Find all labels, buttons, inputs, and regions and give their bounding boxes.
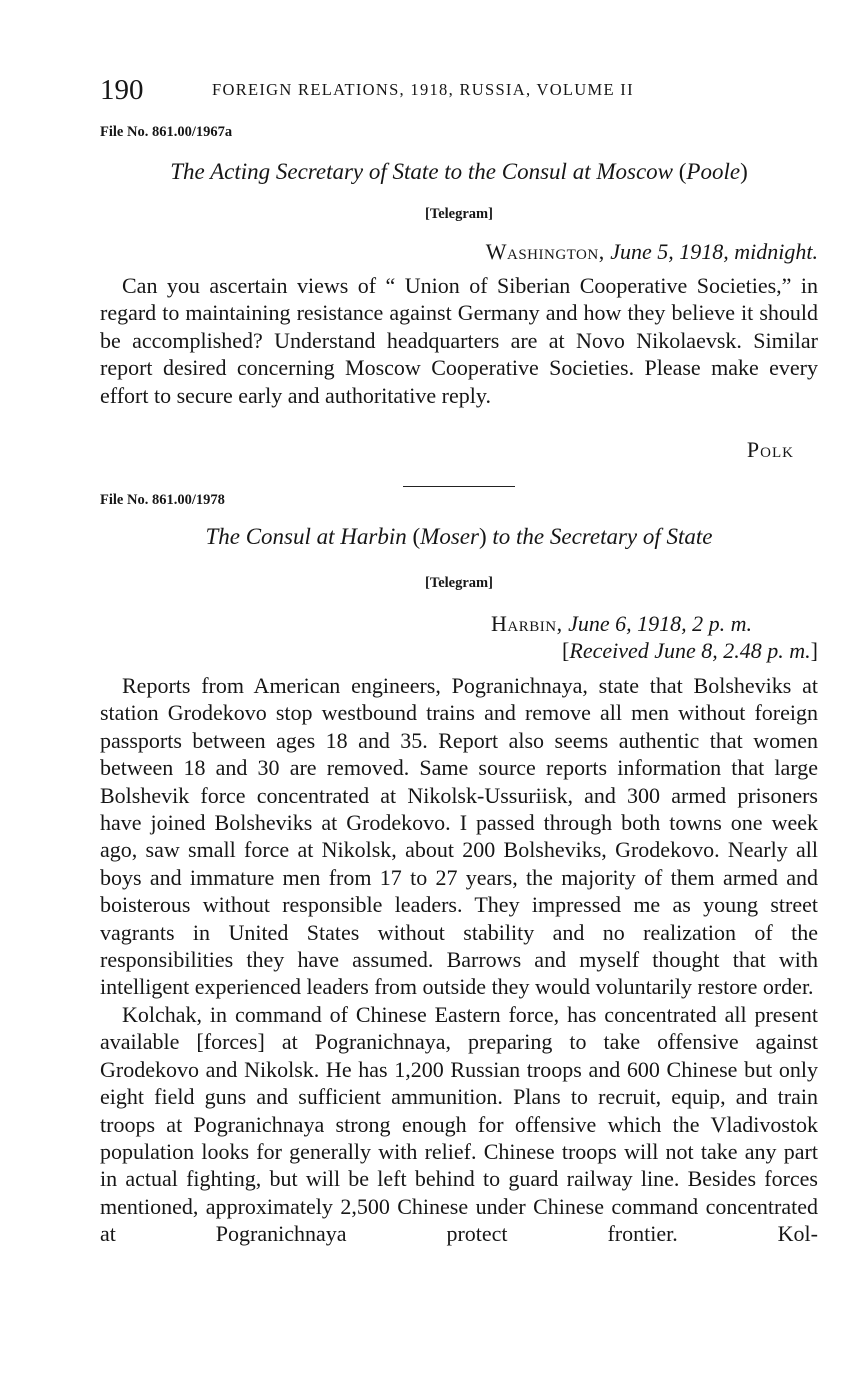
received-date: Received June 8, 2.48 p. m. xyxy=(569,638,811,663)
dateline-date: June 6, 1918, 2 p. m. xyxy=(568,611,752,636)
telegram-label-2: [Telegram] xyxy=(425,575,493,591)
body-paragraph: Can you ascertain views of “ Union of Siberian Cooperative Societies,” in regard to maintaining resistance against Germany and how they believe it should be accomplished? Understand headquarters are at Novo Nikolaevsk. Similar report desired concerning Moscow Cooperative Societies. Please make every effort to secure early and authoritative reply. xyxy=(100,273,818,408)
signature: Polk xyxy=(746,437,794,462)
section-divider xyxy=(403,486,515,487)
telegram-body-2 xyxy=(100,672,818,1248)
dateline-2 xyxy=(491,610,752,638)
heading-title-part-2: to the Secretary of State xyxy=(492,524,713,549)
document-heading-1 xyxy=(100,158,818,186)
body-paragraph: Kolchak, in command of Chinese Eastern force, has concentrated all present available [forces] at Pogranichnaya, preparing to take offensive against Grodekovo and Nikolsk. He has 1,200 Russian troops and 600 Chinese but only eight field guns and sufficient ammunition. Plans to recruit, equip, and train troops at Pogranichnaya strong enough for offensive which the Vladivostok population looks for generally with relief. Chinese troops will not take any part in actual fighting, but will be left behind to guard railway line. Besides forces mentioned, approximately 2,500 Chinese under Chinese command concentrated at Pogranichnaya protect frontier. Kol- xyxy=(100,1001,818,1247)
received-bracket-open: [ xyxy=(562,638,570,663)
running-title: FOREIGN RELATIONS, 1918, RUSSIA, VOLUME II xyxy=(212,80,634,99)
dateline-1 xyxy=(486,238,818,266)
running-header xyxy=(100,72,818,108)
heading-sender-name: Moser xyxy=(420,524,479,549)
telegram-body-1 xyxy=(100,272,818,409)
dateline-place: Washington, xyxy=(485,239,605,264)
heading-paren-open: ( xyxy=(678,159,687,184)
heading-paren-close: ) xyxy=(740,159,748,184)
file-number-2: File No. 861.00/1978 xyxy=(100,492,225,508)
heading-recipient-name: Poole xyxy=(686,159,741,184)
heading-paren-close: ) xyxy=(478,524,487,549)
page-number: 190 xyxy=(100,74,144,106)
dateline-date: June 5, 1918, midnight. xyxy=(610,239,818,264)
heading-title: The Acting Secretary of State to the Consul at Moscow xyxy=(170,159,673,184)
telegram-label-1: [Telegram] xyxy=(425,206,493,222)
heading-paren-open: ( xyxy=(412,524,421,549)
received-line xyxy=(562,637,818,665)
body-paragraph: Reports from American engineers, Pogranichnaya, state that Bolsheviks at station Grodekovo stop westbound trains and remove all men without foreign passports between ages 18 and 35. Report also seems authentic that women between 18 and 30 are removed. Same source reports information that large Bolshevik force concentrated at Nikolsk-Ussuriisk, and 300 armed prisoners have joined Bolsheviks at Grodekovo. I passed through both towns one week ago, saw small force at Nikolsk, about 200 Bolsheviks, Grodekovo. Nearly all boys and immature men from 17 to 27 years, the majority of them armed and boisterous without responsible leaders. They impressed me as young street vagrants in United States without stability and no realization of the responsibilities they have assumed. Barrows and myself thought that with intelligent experienced leaders from outside they would voluntarily restore order. xyxy=(100,673,818,1000)
heading-title-part-1: The Consul at Harbin xyxy=(205,524,407,549)
received-bracket-close: ] xyxy=(810,638,818,663)
dateline-place: Harbin, xyxy=(491,611,563,636)
file-number-1: File No. 861.00/1967a xyxy=(100,124,233,140)
document-heading-2 xyxy=(100,523,818,551)
